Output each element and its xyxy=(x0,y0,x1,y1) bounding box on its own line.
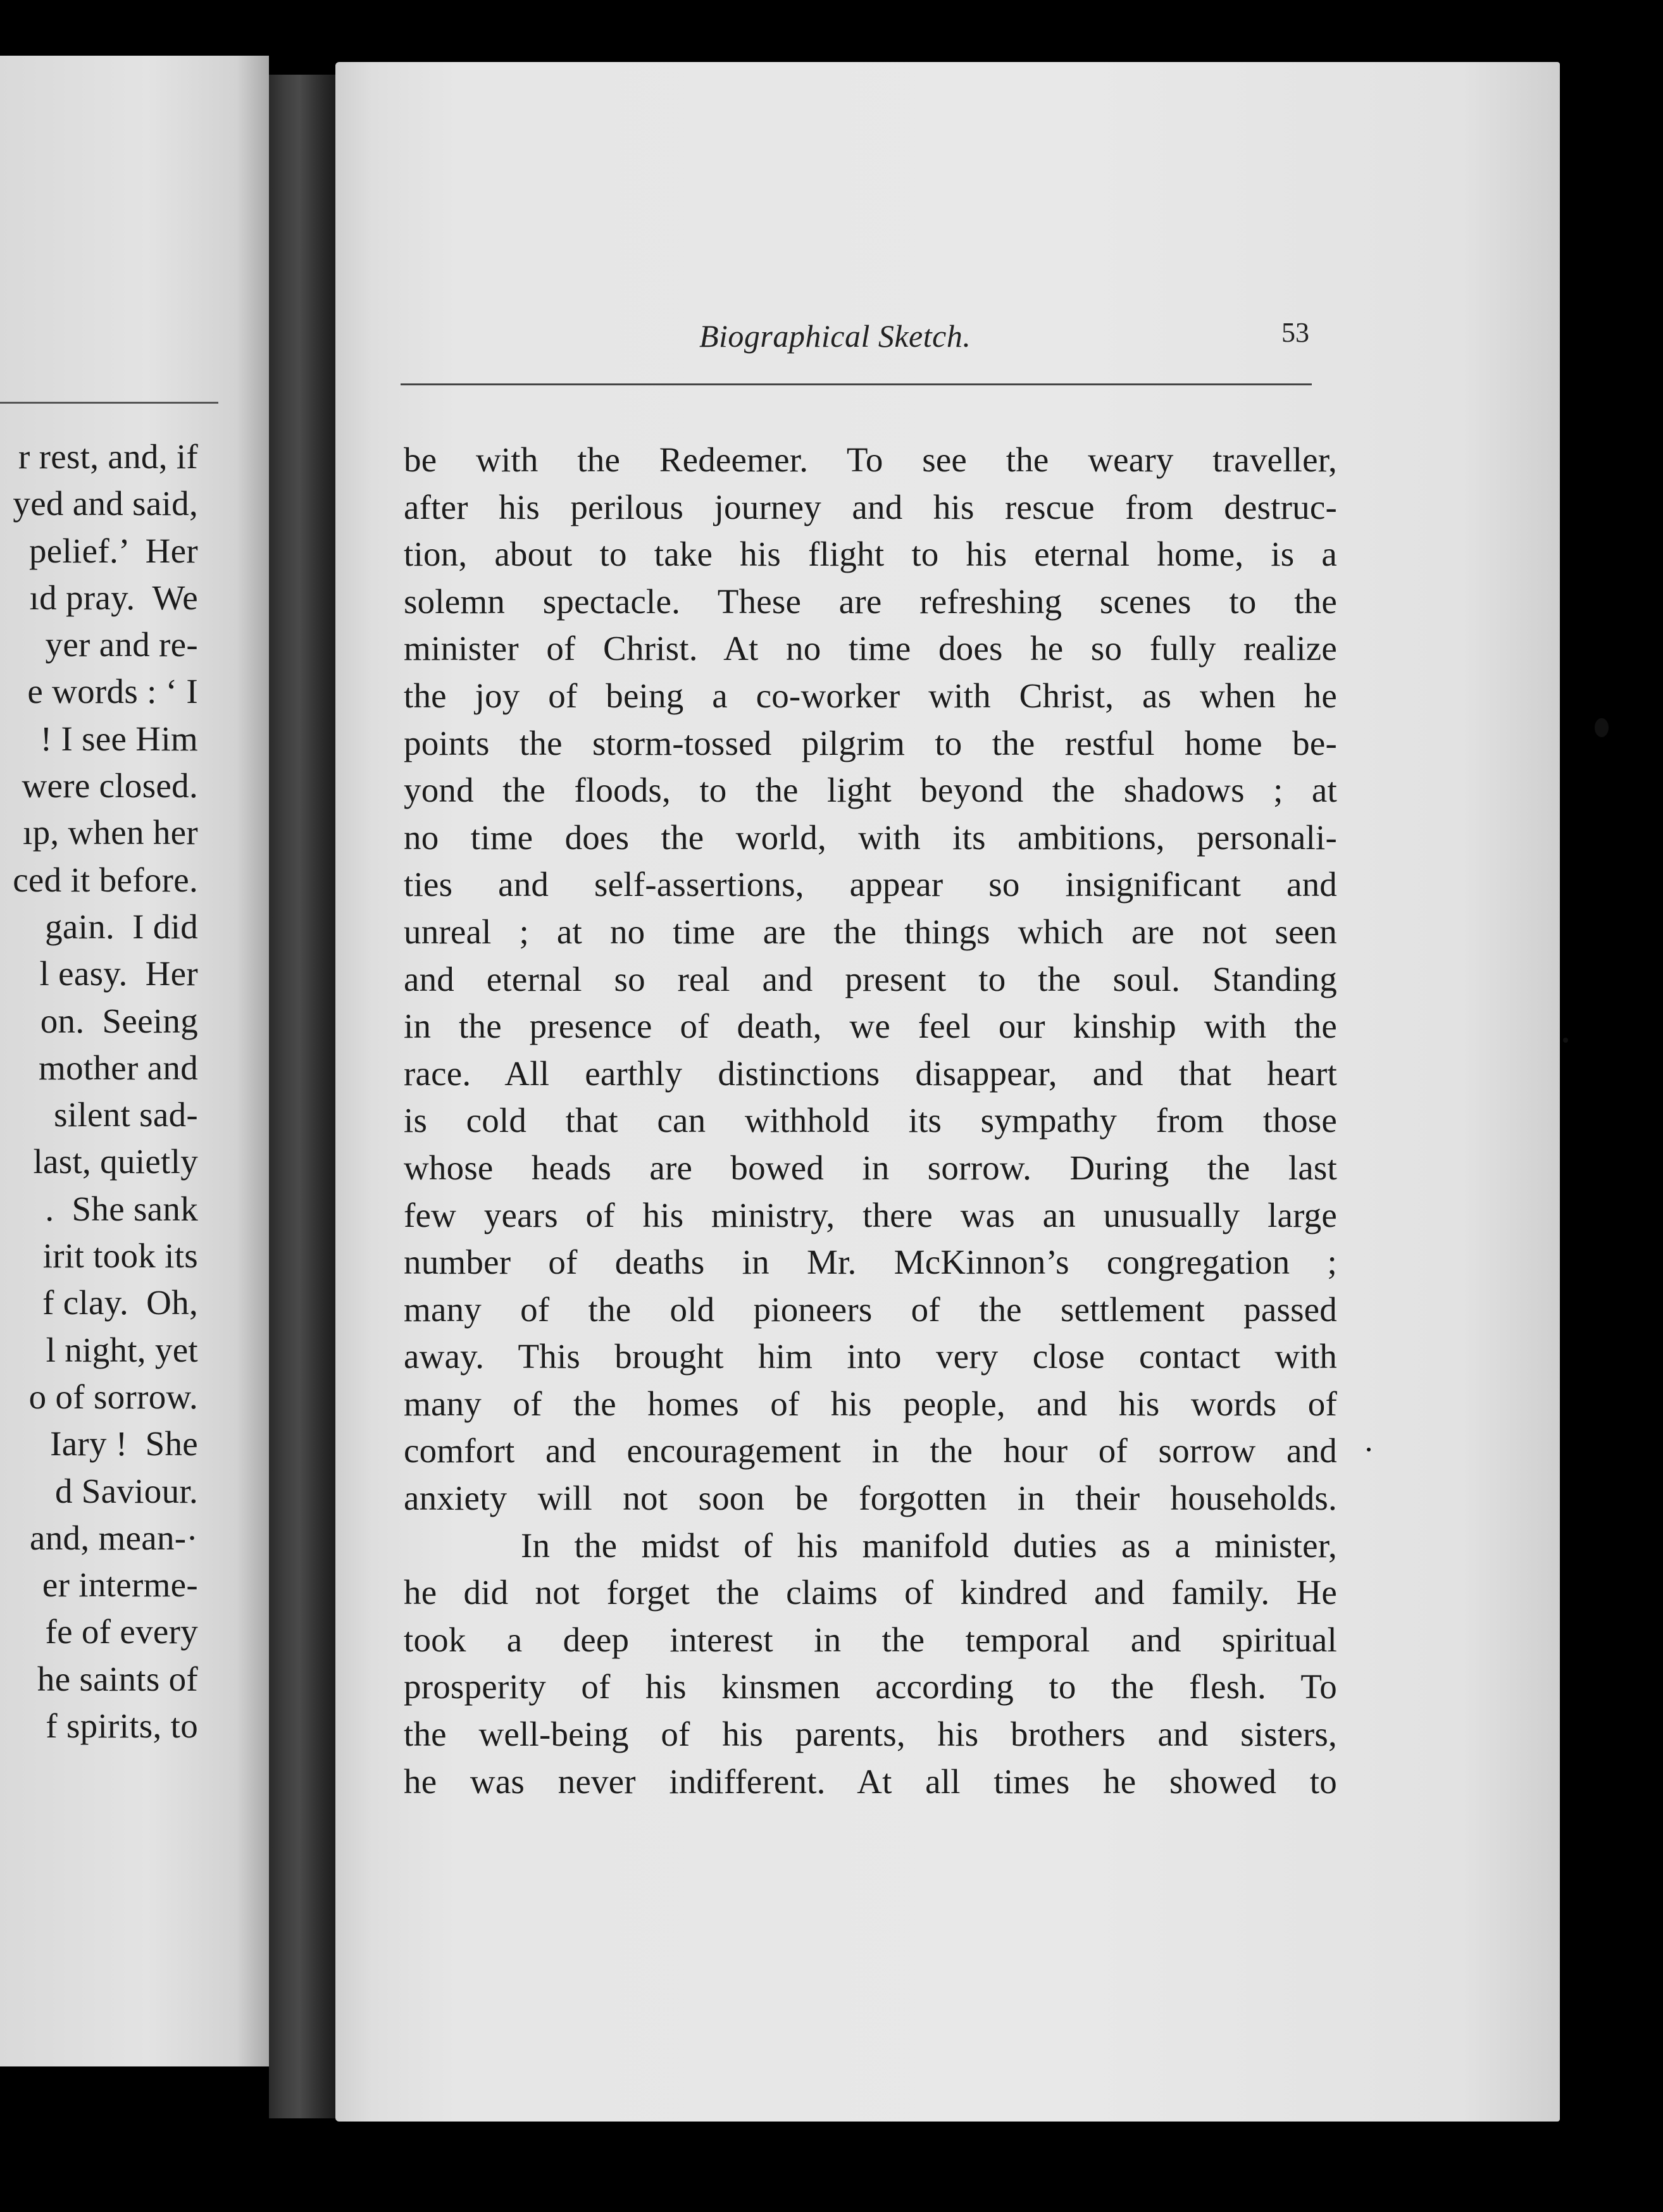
previous-page-line: f spirits, to xyxy=(46,1706,198,1746)
previous-page-line: mother and xyxy=(39,1048,198,1087)
body-line: comfort and encouragement in the hour of sorrow and xyxy=(404,1431,1337,1470)
previous-page-line: Iary ! She xyxy=(50,1424,198,1463)
previous-page-line: yed and said, xyxy=(13,484,198,523)
previous-page-line: and, mean-· xyxy=(30,1518,198,1557)
previous-page-line: pelief.’ Her xyxy=(28,531,198,570)
body-line: race. All earthly distinctions disappear, and that heart xyxy=(404,1053,1337,1093)
body-line: points the storm-tossed pilgrim to the restful home be- xyxy=(404,723,1337,762)
body-line: after his perilous journey and his rescue from destruc- xyxy=(404,487,1337,526)
body-line: and eternal so real and present to the soul. Standing xyxy=(404,959,1337,998)
previous-page-line: r rest, and, if xyxy=(18,437,198,476)
previous-page-line: f clay. Oh, xyxy=(42,1283,198,1322)
body-line: prosperity of his kinsmen according to the flesh. To xyxy=(404,1667,1337,1706)
previous-page-line: ced it before. xyxy=(13,860,198,899)
previous-page-line: l easy. Her xyxy=(39,954,198,993)
body-line: he was never indifferent. At all times he showed to xyxy=(404,1762,1337,1801)
page-number: 53 xyxy=(1281,317,1309,348)
body-line: no time does the world, with its ambitions, personali- xyxy=(404,817,1337,857)
previous-page xyxy=(0,56,269,2066)
previous-page-line: d Saviour. xyxy=(54,1471,198,1510)
book-gutter-shadow xyxy=(269,75,345,2118)
body-line: few years of his ministry, there was an unusually large xyxy=(404,1195,1337,1234)
previous-page-line: on. Seeing xyxy=(40,1001,198,1040)
body-line: many of the old pioneers of the settlement passed xyxy=(404,1289,1337,1329)
scan-speck xyxy=(1595,718,1609,737)
body-line: ties and self-assertions, appear so insignificant and xyxy=(404,865,1337,904)
body-line: tion, about to take his flight to his eternal home, is a xyxy=(404,535,1337,574)
scan-speck xyxy=(1563,1038,1568,1043)
body-line: he did not forget the claims of kindred and family. He xyxy=(404,1573,1337,1612)
previous-page-line: ıp, when her xyxy=(23,813,198,852)
body-line: yond the floods, to the light beyond the shadows ; at xyxy=(404,771,1337,810)
body-line: solemn spectacle. These are refreshing scenes to the xyxy=(404,581,1337,621)
body-line: many of the homes of his people, and his words of xyxy=(404,1384,1337,1423)
body-line: anxiety will not soon be forgotten in their households. xyxy=(404,1479,1337,1518)
scan-speck xyxy=(1367,1448,1371,1451)
previous-page-line: gain. I did xyxy=(45,907,198,946)
body-line: took a deep interest in the temporal and spiritual xyxy=(404,1620,1337,1659)
previous-page-text xyxy=(13,433,198,1749)
body-text xyxy=(404,437,1337,1805)
body-line: the well-being of his parents, his brothers and sisters, xyxy=(404,1715,1337,1754)
previous-page-line: o of sorrow. xyxy=(28,1377,198,1416)
previous-page-line: . She sank xyxy=(45,1189,198,1228)
body-line: in the presence of death, we feel our kinship with the xyxy=(404,1007,1337,1046)
previous-page-line: ıd pray. We xyxy=(29,578,198,617)
previous-page-line: l night, yet xyxy=(46,1330,198,1369)
header-rule xyxy=(401,383,1312,385)
body-line: In the midst of his manifold duties as a minister, xyxy=(521,1525,1337,1565)
body-line: number of deaths in Mr. McKinnon’s congregation ; xyxy=(404,1243,1337,1282)
body-line: away. This brought him into very close contact with xyxy=(404,1337,1337,1376)
body-line: the joy of being a co-worker with Christ, as when he xyxy=(404,676,1337,715)
previous-page-line: he saints of xyxy=(37,1659,198,1698)
body-line: be with the Redeemer. To see the weary traveller, xyxy=(404,440,1337,479)
previous-page-line: ! I see Him xyxy=(40,719,198,758)
previous-page-line: er interme- xyxy=(42,1565,198,1605)
body-line: minister of Christ. At no time does he so fully realize xyxy=(404,629,1337,668)
previous-page-line: e words : ‘ I xyxy=(27,672,198,711)
previous-page-line: irit took its xyxy=(42,1236,198,1276)
previous-page-line: fe of every xyxy=(45,1612,198,1651)
previous-page-header-rule xyxy=(0,402,218,404)
body-line: unreal ; at no time are the things which are not seen xyxy=(404,912,1337,951)
previous-page-line: last, quietly xyxy=(33,1142,198,1181)
running-head: Biographical Sketch. xyxy=(699,318,971,354)
body-line: whose heads are bowed in sorrow. During the last xyxy=(404,1148,1337,1187)
previous-page-line: were closed. xyxy=(22,766,198,805)
previous-page-line: yer and re- xyxy=(45,625,198,664)
previous-page-line: silent sad- xyxy=(54,1095,198,1134)
body-line: is cold that can withhold its sympathy from those xyxy=(404,1101,1337,1140)
